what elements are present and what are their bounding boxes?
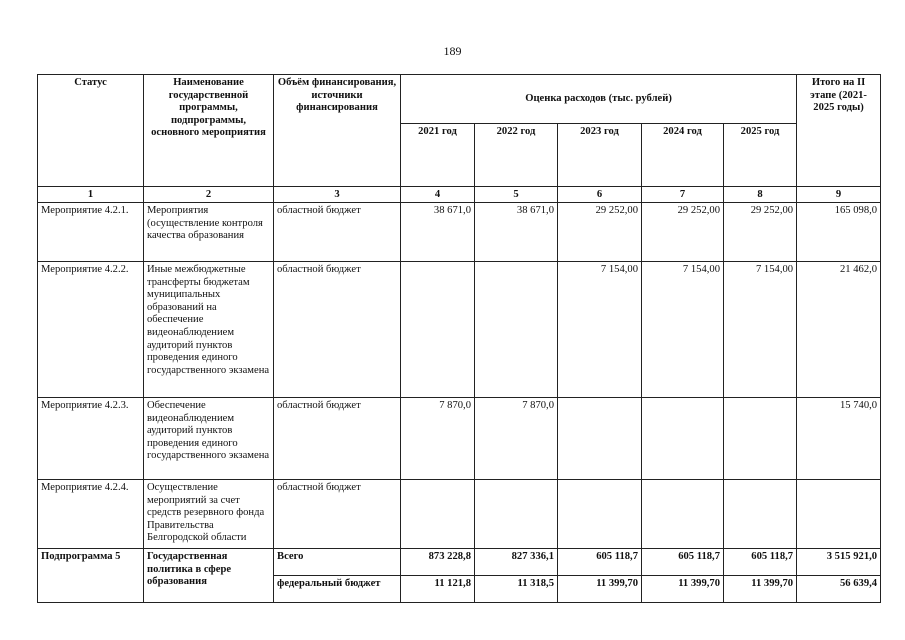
subprogram-status: Подпрограмма 5	[38, 549, 144, 603]
row-value: 7 154,00	[642, 262, 724, 398]
table-row	[38, 203, 881, 262]
row-name: Мероприятия (осуществление контроля качества образования	[144, 203, 274, 262]
column-number: 1	[38, 187, 144, 203]
header-year: 2022 год	[475, 124, 558, 187]
row-value: 29 252,00	[724, 203, 797, 262]
subprogram-value: 11 121,8	[401, 576, 475, 603]
row-value	[401, 480, 475, 549]
row-value	[642, 480, 724, 549]
header-estimate: Оценка расходов (тыс. рублей)	[401, 75, 797, 124]
row-value	[558, 480, 642, 549]
column-numbers-row	[38, 187, 881, 203]
table-row	[38, 480, 881, 549]
row-value: 7 154,00	[558, 262, 642, 398]
column-number: 5	[475, 187, 558, 203]
table-row	[38, 398, 881, 480]
subprogram-value: 11 399,70	[558, 576, 642, 603]
column-number: 9	[797, 187, 881, 203]
row-total: 21 462,0	[797, 262, 881, 398]
header-volume: Объём финансирования, источники финансирования	[274, 75, 401, 187]
page-number: 189	[443, 44, 462, 58]
row-status: Мероприятие 4.2.4.	[38, 480, 144, 549]
row-source: областной бюджет	[274, 262, 401, 398]
row-name: Иные межбюджетные трансферты бюджетам муниципальных образований на обеспечение видеонаблюдением аудиторий пунктов проведения единого государственного экзамена	[144, 262, 274, 398]
subprogram-total: 56 639,4	[797, 576, 881, 603]
row-value: 38 671,0	[475, 203, 558, 262]
row-value: 7 870,0	[475, 398, 558, 480]
budget-table	[37, 74, 881, 603]
row-total: 15 740,0	[797, 398, 881, 480]
row-value	[401, 262, 475, 398]
row-status: Мероприятие 4.2.1.	[38, 203, 144, 262]
header-name: Наименование государственной программы, подпрограммы, основного мероприятия	[144, 75, 274, 187]
row-source: областной бюджет	[274, 203, 401, 262]
row-value: 29 252,00	[558, 203, 642, 262]
row-value	[558, 398, 642, 480]
subprogram-row	[38, 549, 881, 576]
header-year: 2023 год	[558, 124, 642, 187]
header-row	[38, 75, 881, 124]
row-value: 7 870,0	[401, 398, 475, 480]
row-value	[724, 398, 797, 480]
row-total: 165 098,0	[797, 203, 881, 262]
header-status: Статус	[38, 75, 144, 187]
column-number: 2	[144, 187, 274, 203]
subprogram-value: 827 336,1	[475, 549, 558, 576]
header-total: Итого на II этапе (2021-2025 годы)	[797, 75, 881, 187]
row-value: 7 154,00	[724, 262, 797, 398]
row-value	[475, 262, 558, 398]
column-number: 6	[558, 187, 642, 203]
column-number: 7	[642, 187, 724, 203]
subprogram-name: Государственная политика в сфере образования	[144, 549, 274, 603]
subprogram-source: федеральный бюджет	[274, 576, 401, 603]
row-status: Мероприятие 4.2.2.	[38, 262, 144, 398]
subprogram-value: 11 318,5	[475, 576, 558, 603]
subprogram-value: 11 399,70	[724, 576, 797, 603]
header-year: 2024 год	[642, 124, 724, 187]
row-value	[642, 398, 724, 480]
subprogram-total: 3 515 921,0	[797, 549, 881, 576]
row-value: 29 252,00	[642, 203, 724, 262]
column-number: 3	[274, 187, 401, 203]
subprogram-source: Всего	[274, 549, 401, 576]
row-source: областной бюджет	[274, 398, 401, 480]
row-source: областной бюджет	[274, 480, 401, 549]
subprogram-value: 605 118,7	[558, 549, 642, 576]
subprogram-value: 11 399,70	[642, 576, 724, 603]
row-value	[475, 480, 558, 549]
header-year: 2021 год	[401, 124, 475, 187]
column-number: 8	[724, 187, 797, 203]
column-number: 4	[401, 187, 475, 203]
subprogram-value: 873 228,8	[401, 549, 475, 576]
subprogram-value: 605 118,7	[724, 549, 797, 576]
table-row	[38, 262, 881, 398]
subprogram-value: 605 118,7	[642, 549, 724, 576]
row-value	[724, 480, 797, 549]
header-year: 2025 год	[724, 124, 797, 187]
row-name: Обеспечение видеонаблюдением аудиторий пунктов проведения единого государственного экзамена	[144, 398, 274, 480]
row-value: 38 671,0	[401, 203, 475, 262]
row-total	[797, 480, 881, 549]
row-name: Осуществление мероприятий за счет средств резервного фонда Правительства Белгородской области	[144, 480, 274, 549]
row-status: Мероприятие 4.2.3.	[38, 398, 144, 480]
